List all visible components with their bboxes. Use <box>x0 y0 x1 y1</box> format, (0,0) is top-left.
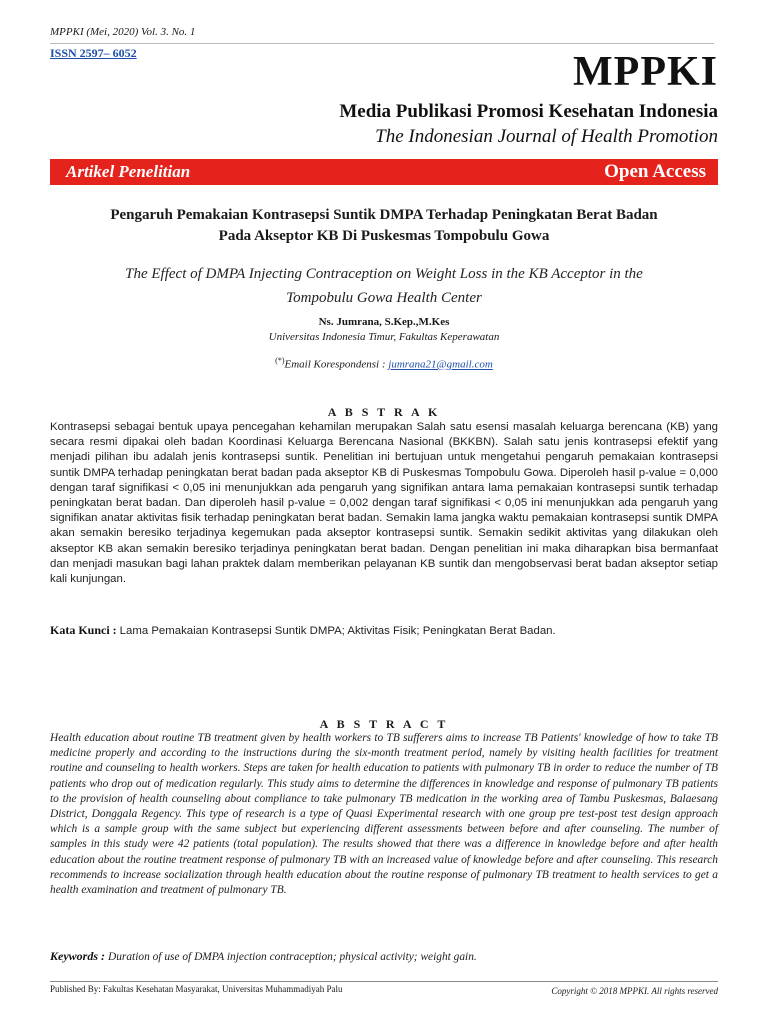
correspondence-mark: (*) <box>275 356 285 365</box>
header-divider <box>50 43 714 44</box>
article-title-id <box>50 205 718 247</box>
article-type-label: Artikel Penelitian <box>66 162 191 181</box>
keywords <box>50 949 718 964</box>
journal-issue-line: MPPKI (Mei, 2020) Vol. 3. No. 1 <box>50 26 196 38</box>
email-link[interactable]: jumrana21@gmail.com <box>388 358 493 371</box>
email-label: Email Korespondensi : <box>284 358 389 371</box>
author-affiliation: Universitas Indonesia Timur, Fakultas Keperawatan <box>268 331 500 343</box>
author-name: Ns. Jumrana, S.Kep.,M.Kes <box>318 316 450 328</box>
title-en-line-1: The Effect of DMPA Injecting Contraception on Weight Loss in the KB Acceptor in the <box>125 266 643 282</box>
issn-link[interactable]: ISSN 2597– 6052 <box>50 46 137 60</box>
abstract-heading: A B S T R A C T <box>319 717 449 731</box>
kata-kunci-label: Kata Kunci : <box>50 623 120 637</box>
title-en-line-2: Tompobulu Gowa Health Center <box>286 290 482 306</box>
title-id-line-1: Pengaruh Pemakaian Kontrasepsi Suntik DMPA Terhadap Peningkatan Berat Badan <box>110 207 658 223</box>
title-id-line-2: Pada Akseptor KB Di Puskesmas Tompobulu Gowa <box>218 228 550 244</box>
publisher-note: Published By: Fakultas Kesehatan Masyarakat, Universitas Muhammadiyah Palu <box>50 984 343 994</box>
keywords-label: Keywords : <box>50 949 108 963</box>
footer-divider <box>50 981 718 982</box>
journal-logo: MPPKI <box>573 49 718 95</box>
journal-subtitle-id: Media Publikasi Promosi Kesehatan Indonesia <box>339 101 718 122</box>
keywords-text: Duration of use of DMPA injection contraception; physical activity; weight gain. <box>108 951 477 963</box>
abstract-body: Health education about routine TB treatment given by health workers to TB sufferers aims to increase TB Patients' knowledge of how to take TB medicine properly and according to the instructions during the six-month treatment period, namely by visiting health facilities for treatment routine and counseling to health workers. Steps are taken for health education to patients with pulmonary TB in order to reduce the number of TB patients who drop out of medication regularly. This study aims to determine the differences in knowledge and response of pulmonary TB patients to the provision of health counseling about compliance to take pulmonary TB medication in the working area of Tambu Puskesmas, Balaesang District, Donggala Regency. This type of research is a type of Quasi Experimental research with one group pre test-post test design approach which is a sample group with the same subject but experiencing different assessments between before and after counseling. The number of samples in this study were 42 patients (total population). The results showed that there was a difference in knowledge before and after health education about the routine treatment response of pulmonary TB with an increased value of knowledge before and after counseling. This research recommends to increase socialization through health education about the routine response of pulmonary TB treatment to health services to get a health examination and treatment of pulmonary TB. <box>50 732 718 897</box>
kata-kunci <box>50 623 718 638</box>
abstrak-heading: A B S T R A K <box>327 405 441 419</box>
article-title-en <box>50 262 718 310</box>
correspondence-email <box>50 356 718 371</box>
copyright-note: Copyright © 2018 MPPKI. All rights reserved <box>551 986 718 996</box>
open-access-label: Open Access <box>604 161 706 182</box>
abstrak-body: Kontrasepsi sebagai bentuk upaya pencegahan kehamilan merupakan Salah satu esensi masalah keluarga berencana (KB) yang secara resmi dipakai oleh badan Koordinasi Keluarga Berencana Nasional (BKKBN). Salah satu jenis kontrasepsi efektif yang menjadi pilihan ibu adalah jenis kontrasepsi suntik. Penelitian ini bertujuan untuk mengetahui pengaruh pemakaian kontrasepsi suntik DMPA terhadap peningkatan berat badan pada akseptor KB di Puskesmas Tompobulu Gowa. Diperoleh hasil p-value = 0,000 dengan taraf signifikasi < 0,05 ini menunjukkan ada pengaruh yang signifikan antara lama pemakaian kontrasepsi suntik terhadap peningkatan berat badan. Dan diperoleh hasil p-value = 0,002 dengan taraf signifikasi < 0,05 ini menunjukkan ada pengaruh yang signifikan anatar aktivitas fisik terhadap peningkatan berat badan. Semakin lama jangka waktu pemakaian kontrasepsi suntik DMPA akan semakin beresiko terjadinya kegemukan pada akseptor kontrasepsi suntik. Semakin sedikit aktivitas yang dilakukan oleh akseptor KB akan semakin beresiko terjadinya peningkatan berat badan. Dengan penelitian ini maka diharapkan bisa bermanfaat dan menjadi masukan bagi lahan praktek dalam memberikan pelayanan KB suntik dan mengobservasi berat badan akseptor setiap kali kunjungan. <box>50 421 718 586</box>
article-type-banner <box>50 159 718 185</box>
kata-kunci-text: Lama Pemakaian Kontrasepsi Suntik DMPA; Aktivitas Fisik; Peningkatan Berat Badan. <box>119 625 556 637</box>
journal-subtitle-en: The Indonesian Journal of Health Promotion <box>375 126 718 147</box>
